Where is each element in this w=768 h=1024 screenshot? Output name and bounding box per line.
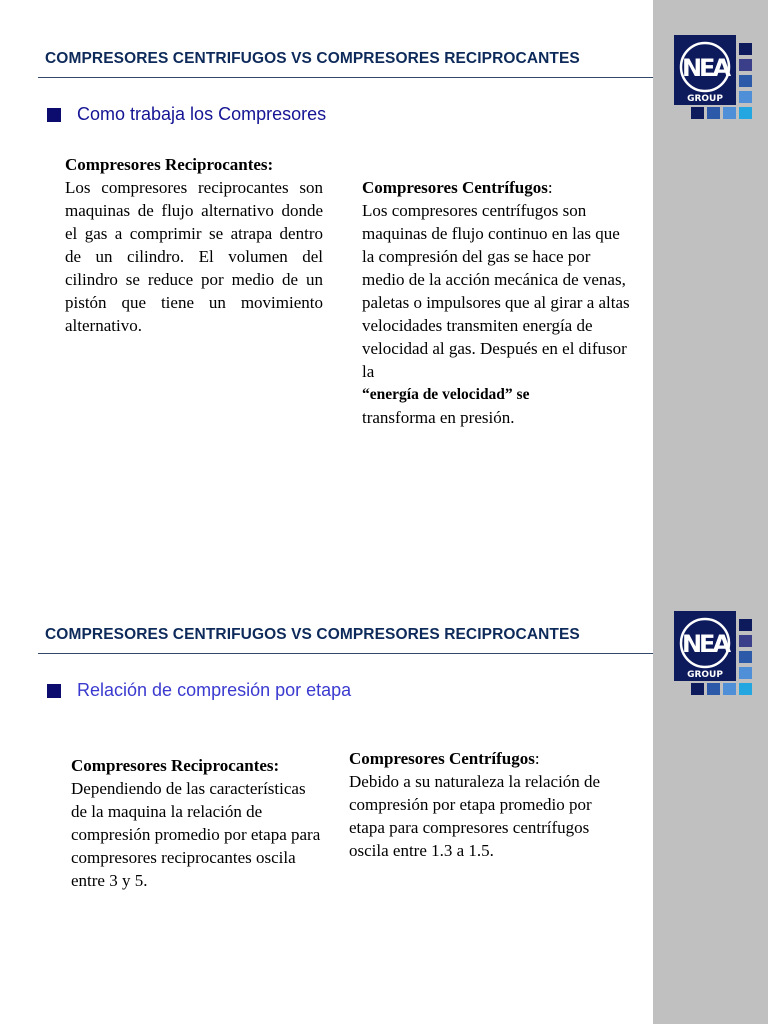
column-title: Compresores Centrífugos — [349, 749, 535, 768]
column-body: Dependiendo de las características de la maquina la relación de compresión promedio por etapa para compresores reciprocantes oscila entre 3 y 5. — [71, 779, 321, 890]
column-body-end: transforma en presión. — [362, 408, 515, 427]
column-body: Los compresores centrífugos son maquinas de flujo continuo en las que la compresión del gas se hace por medio de la acción mecánica de venas, paletas o impulsores que al girar a altas velocidades transmiten energía de velocidad al gas. Después en el difusor la — [362, 201, 630, 381]
header-divider — [38, 653, 653, 654]
square-bullet-icon — [47, 684, 61, 698]
left-column — [71, 754, 321, 892]
column-title-suffix: : — [534, 749, 540, 768]
svg-text:NEA: NEA — [681, 630, 729, 658]
slide-subtitle: Relación de compresión por etapa — [77, 680, 352, 700]
slide-header: COMPRESORES CENTRIFUGOS VS COMPRESORES RECIPROCANTES — [45, 626, 580, 643]
slide-1 — [0, 0, 653, 576]
svg-text:GROUP: GROUP — [687, 670, 723, 680]
slide-header: COMPRESORES CENTRIFUGOS VS COMPRESORES RECIPROCANTES — [45, 50, 580, 67]
right-column — [362, 176, 632, 429]
column-title-suffix: : — [547, 178, 553, 197]
left-column — [65, 153, 323, 337]
column-title: Compresores Centrífugos — [362, 178, 548, 197]
svg-text:GROUP: GROUP — [687, 94, 723, 104]
column-title: Compresores Reciprocantes: — [71, 756, 280, 775]
column-body-bold: “energía de velocidad” se — [362, 386, 530, 403]
column-body: Los compresores reciprocantes son maquinas de flujo alternativo donde el gas a comprimir se atrapa dentro de un cilindro. El volumen del cilindro se reduce por medio de un pistón que tiene un movimiento alternativo. — [65, 178, 323, 335]
column-body: Debido a su naturaleza la relación de compresión por etapa promedio por etapa para compresores centrífugos oscila entre 1.3 a 1.5. — [349, 772, 601, 860]
nea-group-logo — [674, 35, 754, 119]
slide-subtitle: Como trabaja los Compresores — [77, 104, 327, 124]
header-divider — [38, 77, 653, 78]
svg-text:NEA: NEA — [681, 54, 729, 82]
nea-group-logo — [674, 611, 754, 695]
square-bullet-icon — [47, 108, 61, 122]
right-column — [349, 747, 629, 862]
right-sidebar-band — [653, 0, 768, 1024]
column-title: Compresores Reciprocantes: — [65, 155, 274, 174]
